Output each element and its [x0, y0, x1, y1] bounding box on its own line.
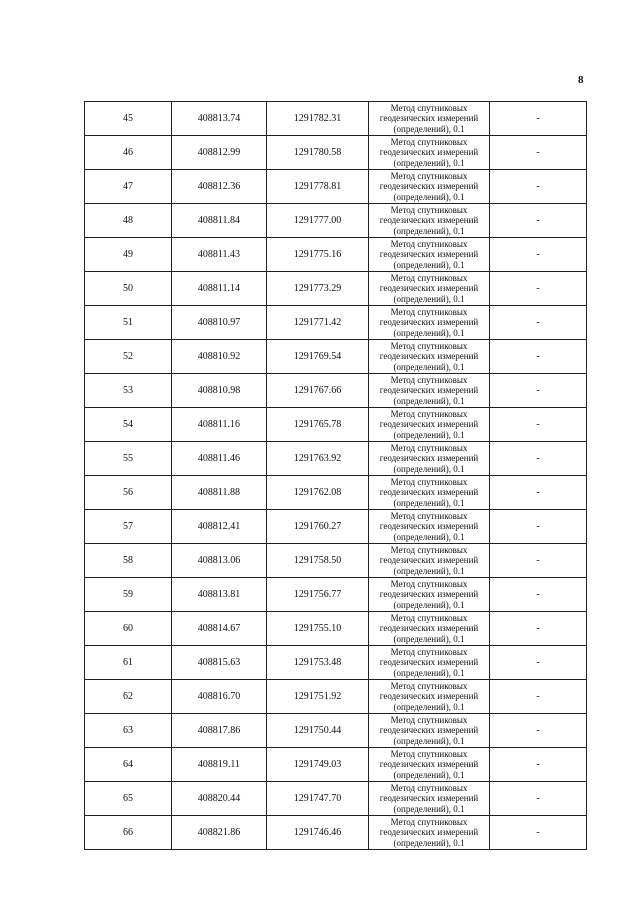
method-text-line2: геодезических измерений: [379, 589, 479, 600]
point-number-cell: 59: [85, 578, 172, 612]
x-coordinate-cell: 408811.88: [172, 476, 267, 510]
method-text-line2: геодезических измерений: [379, 657, 479, 668]
point-number-cell: 51: [85, 306, 172, 340]
method-text-line3: (определений), 0.1: [393, 531, 465, 542]
x-coordinate-cell: 408812.36: [172, 170, 267, 204]
method-text-line3: (определений), 0.1: [393, 259, 465, 270]
table-row: [85, 680, 587, 714]
method-text-line3: (определений), 0.1: [393, 191, 465, 202]
point-number-cell: 54: [85, 408, 172, 442]
method-text-line3: (определений), 0.1: [393, 599, 465, 610]
point-number-cell: 46: [85, 136, 172, 170]
note-cell: -: [490, 340, 587, 374]
method-text-line3: (определений), 0.1: [393, 327, 465, 338]
y-coordinate-cell: 1291782.31: [267, 102, 369, 136]
method-text-line1: Метод спутниковых: [390, 476, 468, 487]
point-number-cell: 63: [85, 714, 172, 748]
y-coordinate-cell: 1291765.78: [267, 408, 369, 442]
method-cell: [369, 204, 490, 238]
method-cell: [369, 646, 490, 680]
method-text-line3: (определений), 0.1: [393, 667, 465, 678]
x-coordinate-cell: 408810.92: [172, 340, 267, 374]
note-cell: -: [490, 306, 587, 340]
method-text-line2: геодезических измерений: [379, 181, 479, 192]
method-cell: [369, 816, 490, 850]
table-row: [85, 510, 587, 544]
method-text-line3: (определений), 0.1: [393, 633, 465, 644]
method-text-line1: Метод спутниковых: [390, 748, 468, 759]
method-text-line1: Метод спутниковых: [390, 408, 468, 419]
x-coordinate-cell: 408814.67: [172, 612, 267, 646]
method-text-line2: геодезических измерений: [379, 793, 479, 804]
note-cell: -: [490, 102, 587, 136]
method-cell: [369, 510, 490, 544]
method-text-line3: (определений), 0.1: [393, 463, 465, 474]
method-text-line2: геодезических измерений: [379, 725, 479, 736]
y-coordinate-cell: 1291778.81: [267, 170, 369, 204]
method-text-line2: геодезических измерений: [379, 555, 479, 566]
table-row: [85, 782, 587, 816]
x-coordinate-cell: 408810.97: [172, 306, 267, 340]
note-cell: -: [490, 646, 587, 680]
y-coordinate-cell: 1291747.70: [267, 782, 369, 816]
point-number-cell: 55: [85, 442, 172, 476]
table-row: [85, 374, 587, 408]
note-cell: -: [490, 374, 587, 408]
table-row: [85, 408, 587, 442]
y-coordinate-cell: 1291755.10: [267, 612, 369, 646]
method-text-line2: геодезических измерений: [379, 827, 479, 838]
page-number: 8: [578, 74, 584, 86]
table-row: [85, 748, 587, 782]
note-cell: -: [490, 272, 587, 306]
note-cell: -: [490, 816, 587, 850]
point-number-cell: 50: [85, 272, 172, 306]
method-text-line3: (определений), 0.1: [393, 293, 465, 304]
method-text-line3: (определений), 0.1: [393, 803, 465, 814]
method-text-line3: (определений), 0.1: [393, 497, 465, 508]
y-coordinate-cell: 1291771.42: [267, 306, 369, 340]
point-number-cell: 48: [85, 204, 172, 238]
table-row: [85, 170, 587, 204]
table-row: [85, 238, 587, 272]
method-text-line3: (определений), 0.1: [393, 361, 465, 372]
method-text-line1: Метод спутниковых: [390, 204, 468, 215]
y-coordinate-cell: 1291749.03: [267, 748, 369, 782]
method-cell: [369, 782, 490, 816]
y-coordinate-cell: 1291775.16: [267, 238, 369, 272]
method-text-line2: геодезических измерений: [379, 759, 479, 770]
note-cell: -: [490, 170, 587, 204]
y-coordinate-cell: 1291756.77: [267, 578, 369, 612]
method-cell: [369, 272, 490, 306]
method-text-line1: Метод спутниковых: [390, 816, 468, 827]
table-row: [85, 612, 587, 646]
x-coordinate-cell: 408815.63: [172, 646, 267, 680]
method-text-line1: Метод спутниковых: [390, 680, 468, 691]
x-coordinate-cell: 408821.86: [172, 816, 267, 850]
method-cell: [369, 102, 490, 136]
method-text-line2: геодезических измерений: [379, 249, 479, 260]
method-text-line3: (определений), 0.1: [393, 225, 465, 236]
point-number-cell: 53: [85, 374, 172, 408]
method-cell: [369, 476, 490, 510]
method-text-line3: (определений), 0.1: [393, 429, 465, 440]
x-coordinate-cell: 408813.06: [172, 544, 267, 578]
y-coordinate-cell: 1291777.00: [267, 204, 369, 238]
method-text-line2: геодезических измерений: [379, 113, 479, 124]
point-number-cell: 62: [85, 680, 172, 714]
note-cell: -: [490, 782, 587, 816]
method-text-line2: геодезических измерений: [379, 453, 479, 464]
table-row: [85, 306, 587, 340]
table-row: [85, 646, 587, 680]
method-text-line1: Метод спутниковых: [390, 272, 468, 283]
method-cell: [369, 238, 490, 272]
table-row: [85, 340, 587, 374]
x-coordinate-cell: 408810.98: [172, 374, 267, 408]
x-coordinate-cell: 408816.70: [172, 680, 267, 714]
method-text-line3: (определений), 0.1: [393, 837, 465, 848]
x-coordinate-cell: 408812.41: [172, 510, 267, 544]
method-text-line1: Метод спутниковых: [390, 306, 468, 317]
method-text-line1: Метод спутниковых: [390, 646, 468, 657]
method-text-line1: Метод спутниковых: [390, 578, 468, 589]
x-coordinate-cell: 408812.99: [172, 136, 267, 170]
x-coordinate-cell: 408811.46: [172, 442, 267, 476]
method-text-line1: Метод спутниковых: [390, 714, 468, 725]
method-text-line2: геодезических измерений: [379, 487, 479, 498]
method-text-line2: геодезических измерений: [379, 691, 479, 702]
table-row: [85, 102, 587, 136]
note-cell: -: [490, 476, 587, 510]
method-cell: [369, 714, 490, 748]
point-number-cell: 49: [85, 238, 172, 272]
y-coordinate-cell: 1291767.66: [267, 374, 369, 408]
x-coordinate-cell: 408811.16: [172, 408, 267, 442]
point-number-cell: 52: [85, 340, 172, 374]
note-cell: -: [490, 510, 587, 544]
note-cell: -: [490, 714, 587, 748]
table-row: [85, 578, 587, 612]
table-row: [85, 476, 587, 510]
method-text-line2: геодезических измерений: [379, 351, 479, 362]
point-number-cell: 66: [85, 816, 172, 850]
method-text-line1: Метод спутниковых: [390, 442, 468, 453]
y-coordinate-cell: 1291746.46: [267, 816, 369, 850]
point-number-cell: 65: [85, 782, 172, 816]
note-cell: -: [490, 204, 587, 238]
x-coordinate-cell: 408819.11: [172, 748, 267, 782]
method-text-line1: Метод спутниковых: [390, 340, 468, 351]
note-cell: -: [490, 408, 587, 442]
method-text-line1: Метод спутниковых: [390, 782, 468, 793]
note-cell: -: [490, 680, 587, 714]
point-number-cell: 61: [85, 646, 172, 680]
note-cell: -: [490, 442, 587, 476]
method-text-line3: (определений), 0.1: [393, 565, 465, 576]
method-text-line1: Метод спутниковых: [390, 374, 468, 385]
method-text-line2: геодезических измерений: [379, 521, 479, 532]
x-coordinate-cell: 408811.14: [172, 272, 267, 306]
method-text-line2: геодезических измерений: [379, 385, 479, 396]
method-cell: [369, 374, 490, 408]
method-text-line1: Метод спутниковых: [390, 544, 468, 555]
point-number-cell: 58: [85, 544, 172, 578]
method-cell: [369, 340, 490, 374]
note-cell: -: [490, 544, 587, 578]
x-coordinate-cell: 408820.44: [172, 782, 267, 816]
y-coordinate-cell: 1291780.58: [267, 136, 369, 170]
method-text-line3: (определений), 0.1: [393, 701, 465, 712]
method-cell: [369, 680, 490, 714]
method-cell: [369, 408, 490, 442]
table-row: [85, 272, 587, 306]
method-text-line1: Метод спутниковых: [390, 612, 468, 623]
method-text-line1: Метод спутниковых: [390, 102, 468, 113]
method-text-line2: геодезических измерений: [379, 317, 479, 328]
x-coordinate-cell: 408811.43: [172, 238, 267, 272]
x-coordinate-cell: 408817.86: [172, 714, 267, 748]
method-text-line1: Метод спутниковых: [390, 170, 468, 181]
method-cell: [369, 170, 490, 204]
method-cell: [369, 748, 490, 782]
point-number-cell: 60: [85, 612, 172, 646]
method-text-line3: (определений), 0.1: [393, 395, 465, 406]
table-row: [85, 136, 587, 170]
table-row: [85, 204, 587, 238]
note-cell: -: [490, 612, 587, 646]
y-coordinate-cell: 1291760.27: [267, 510, 369, 544]
note-cell: -: [490, 238, 587, 272]
method-text-line1: Метод спутниковых: [390, 510, 468, 521]
y-coordinate-cell: 1291758.50: [267, 544, 369, 578]
y-coordinate-cell: 1291769.54: [267, 340, 369, 374]
x-coordinate-cell: 408811.84: [172, 204, 267, 238]
method-text-line2: геодезических измерений: [379, 623, 479, 634]
y-coordinate-cell: 1291750.44: [267, 714, 369, 748]
point-number-cell: 56: [85, 476, 172, 510]
method-text-line2: геодезических измерений: [379, 215, 479, 226]
y-coordinate-cell: 1291762.08: [267, 476, 369, 510]
method-text-line1: Метод спутниковых: [390, 238, 468, 249]
table-row: [85, 442, 587, 476]
method-text-line3: (определений), 0.1: [393, 123, 465, 134]
method-cell: [369, 306, 490, 340]
method-text-line1: Метод спутниковых: [390, 136, 468, 147]
table-row: [85, 816, 587, 850]
x-coordinate-cell: 408813.74: [172, 102, 267, 136]
method-text-line3: (определений), 0.1: [393, 157, 465, 168]
y-coordinate-cell: 1291751.92: [267, 680, 369, 714]
method-text-line3: (определений), 0.1: [393, 769, 465, 780]
table-row: [85, 714, 587, 748]
coordinates-table: [84, 101, 587, 850]
x-coordinate-cell: 408813.81: [172, 578, 267, 612]
point-number-cell: 45: [85, 102, 172, 136]
point-number-cell: 64: [85, 748, 172, 782]
note-cell: -: [490, 136, 587, 170]
method-text-line3: (определений), 0.1: [393, 735, 465, 746]
y-coordinate-cell: 1291753.48: [267, 646, 369, 680]
table-row: [85, 544, 587, 578]
note-cell: -: [490, 748, 587, 782]
method-cell: [369, 578, 490, 612]
method-cell: [369, 544, 490, 578]
method-text-line2: геодезических измерений: [379, 147, 479, 158]
method-cell: [369, 442, 490, 476]
method-cell: [369, 612, 490, 646]
y-coordinate-cell: 1291763.92: [267, 442, 369, 476]
method-cell: [369, 136, 490, 170]
y-coordinate-cell: 1291773.29: [267, 272, 369, 306]
point-number-cell: 57: [85, 510, 172, 544]
method-text-line2: геодезических измерений: [379, 283, 479, 294]
method-text-line2: геодезических измерений: [379, 419, 479, 430]
note-cell: -: [490, 578, 587, 612]
coordinates-table-body: [85, 102, 587, 850]
point-number-cell: 47: [85, 170, 172, 204]
